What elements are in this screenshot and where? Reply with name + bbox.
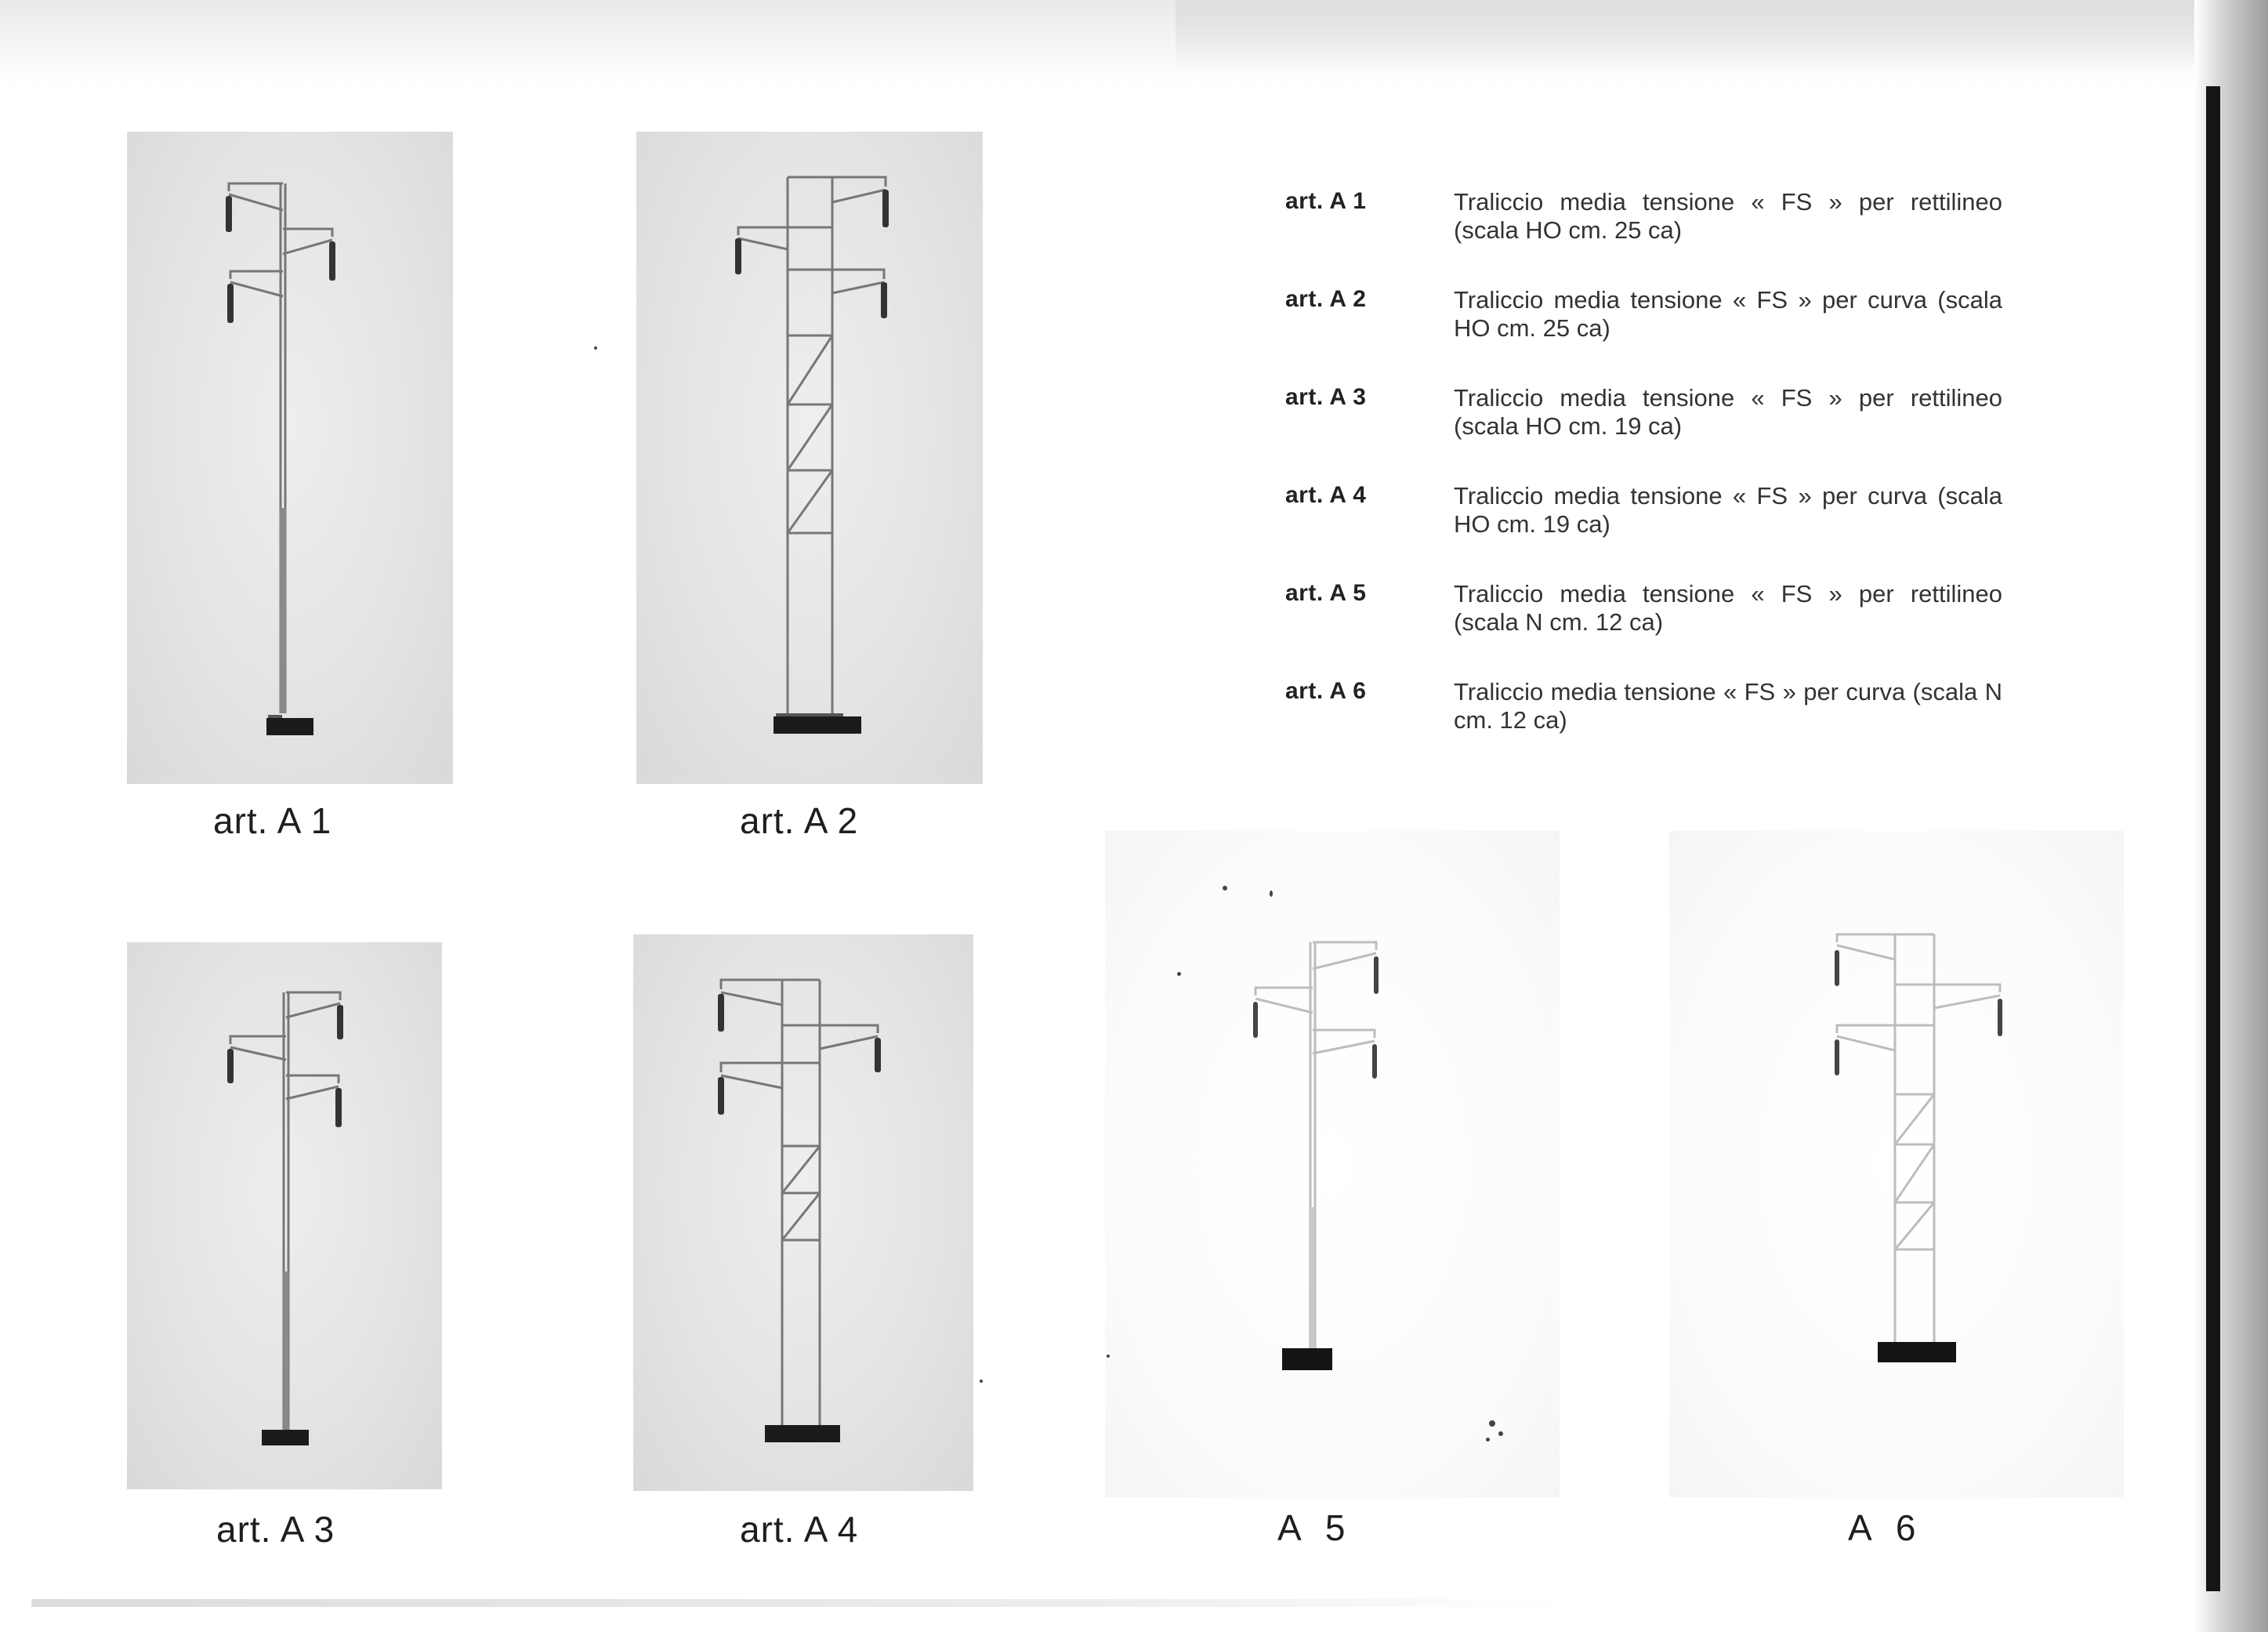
pole-a2-illustration [636, 132, 983, 784]
scan-speck [1223, 886, 1227, 890]
article-row [1285, 678, 2069, 749]
scan-speck [594, 346, 597, 350]
article-description: Traliccio media tensione « FS » per curva (scala HO cm. 19 ca) [1454, 482, 2002, 538]
article-row [1285, 580, 2069, 651]
book-spine-edge [2206, 86, 2220, 1591]
caption-a2: art. A 2 [740, 800, 859, 841]
scan-speck [1270, 890, 1273, 897]
scan-speck [1498, 1431, 1503, 1436]
article-code: art. A 5 [1285, 580, 1367, 606]
article-description: Traliccio media tensione « FS » per rettilineo (scala N cm. 12 ca) [1454, 580, 2002, 636]
pole-a5-illustration [1105, 831, 1560, 1497]
caption-a6: A 6 [1848, 1507, 1924, 1548]
scan-speck [1107, 1355, 1110, 1358]
caption-a4: art. A 4 [740, 1509, 859, 1550]
article-code: art. A 6 [1285, 678, 1367, 704]
scan-speck [980, 1380, 983, 1383]
scan-speck [1486, 1438, 1490, 1442]
pole-a3-illustration [127, 942, 442, 1489]
photo-a5 [1105, 831, 1560, 1497]
caption-a3: art. A 3 [216, 1509, 335, 1550]
article-row [1285, 384, 2069, 455]
scan-shadow-bottom [31, 1599, 1560, 1607]
photo-a1 [127, 132, 453, 784]
photo-a6 [1669, 831, 2124, 1497]
article-code: art. A 2 [1285, 286, 1367, 312]
scan-speck [1177, 972, 1181, 976]
article-row [1285, 482, 2069, 553]
caption-a1: art. A 1 [213, 800, 332, 841]
scan-shadow-top-right [1176, 0, 2268, 71]
article-description: Traliccio media tensione « FS » per curva (scala N cm. 12 ca) [1454, 678, 2002, 734]
article-description: Traliccio media tensione « FS » per curva (scala HO cm. 25 ca) [1454, 286, 2002, 342]
article-code: art. A 4 [1285, 482, 1367, 508]
article-description: Traliccio media tensione « FS » per rettilineo (scala HO cm. 25 ca) [1454, 188, 2002, 244]
article-description: Traliccio media tensione « FS » per rettilineo (scala HO cm. 19 ca) [1454, 384, 2002, 440]
photo-a3 [127, 942, 442, 1489]
pole-a1-illustration [127, 132, 453, 784]
pole-a4-illustration [633, 934, 973, 1491]
article-code: art. A 1 [1285, 188, 1367, 214]
article-row [1285, 188, 2069, 259]
scan-speck [1489, 1420, 1495, 1427]
photo-a2 [636, 132, 983, 784]
article-code: art. A 3 [1285, 384, 1367, 410]
photo-a4 [633, 934, 973, 1491]
article-row [1285, 286, 2069, 357]
pole-a6-illustration [1669, 831, 2124, 1497]
caption-a5: A 5 [1277, 1507, 1353, 1548]
